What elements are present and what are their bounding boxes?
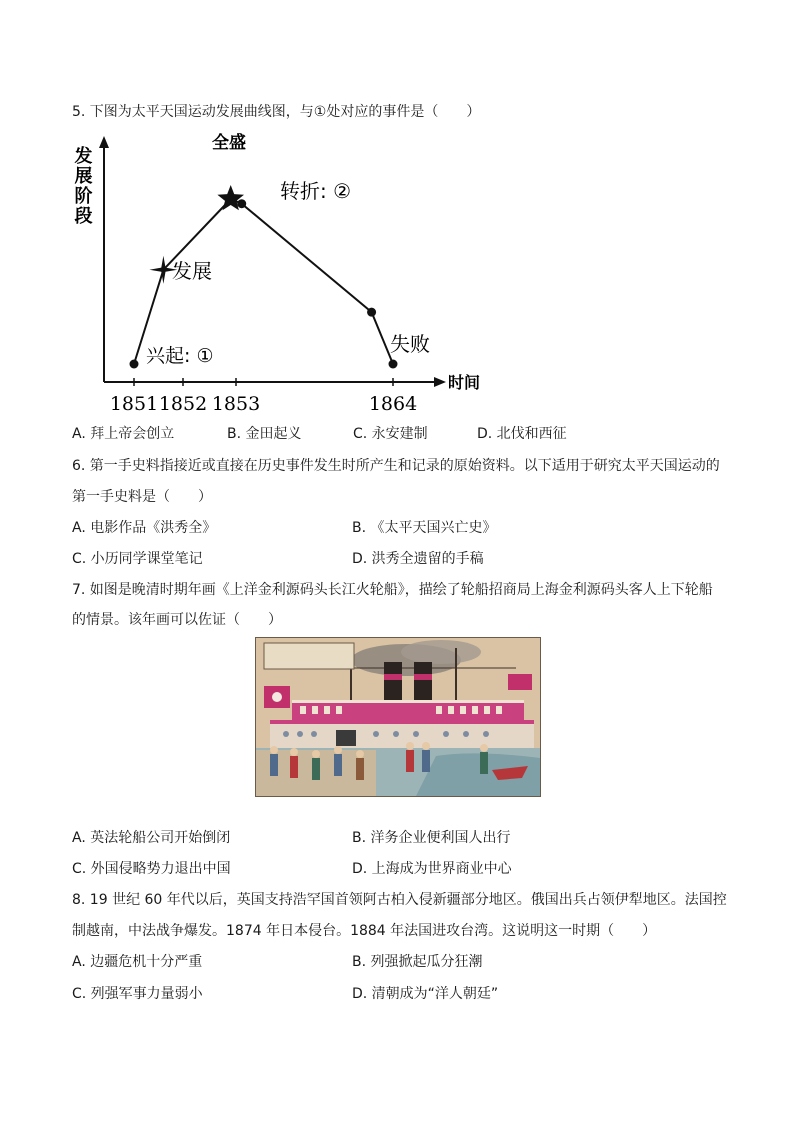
q8-option-b: B. 列强掀起瓜分狂潮	[352, 954, 483, 970]
q8-option-d: D. 清朝成为“洋人朝廷”	[352, 986, 499, 1002]
q6-option-a: A. 电影作品《洪秀全》	[72, 520, 217, 536]
q8-stem-line2: 制越南，中法战争爆发。1874 年日本侵台。1884 年法国进攻台湾。这说明这一时期（ ）	[72, 923, 657, 939]
q6-option-d: D. 洪秀全遗留的手稿	[352, 551, 484, 567]
q7-option-a: A. 英法轮船公司开始倒闭	[72, 830, 231, 846]
q6-stem-line1: 6. 第一手史料指接近或直接在历史事件发生时所产生和记录的原始资料。以下适用于研究太平天国运动的	[72, 458, 720, 474]
annotation-turn: 转折: ②	[280, 179, 352, 203]
q5-stem: 5. 下图为太平天国运动发展曲线图，与①处对应的事件是（ ）	[72, 104, 481, 120]
q6-option-b: B. 《太平天国兴亡史》	[352, 520, 497, 536]
point-decline	[367, 308, 376, 317]
x-axis-label: 时间	[448, 373, 481, 392]
q8-option-c: C. 列强军事力量弱小	[72, 986, 203, 1002]
annotation-peak: 全盛	[212, 133, 246, 153]
q7-stem-line2: 的情景。该年画可以佐证（ ）	[72, 612, 282, 628]
q7-option-b: B. 洋务企业便利国人出行	[352, 830, 511, 846]
q5-option-c: C. 永安建制	[353, 426, 428, 442]
y-axis-arrow	[99, 136, 109, 148]
x-tick-1853: 1853	[211, 393, 261, 415]
annotation-fail: 失败	[390, 332, 430, 356]
q7-option-c: C. 外国侵略势力退出中国	[72, 861, 231, 877]
q7-option-d: D. 上海成为世界商业中心	[352, 861, 512, 877]
development-curve-chart	[60, 128, 500, 418]
q7-stem-line1: 7. 如图是晚清时期年画《上洋金利源码头长江火轮船》，描绘了轮船招商局上海金利源码头客人上下轮船	[72, 582, 713, 598]
q8-option-a: A. 边疆危机十分严重	[72, 954, 203, 970]
annotation-develop: 发展	[172, 259, 212, 283]
q5-option-b: B. 金田起义	[227, 426, 302, 442]
annotation-rise: 兴起: ①	[146, 345, 214, 367]
x-axis-arrow	[434, 377, 446, 387]
point-fail	[389, 360, 398, 369]
x-tick-1864: 1864	[368, 393, 418, 415]
point-rise	[130, 360, 139, 369]
steamship-new-year-painting	[255, 637, 541, 797]
q8-stem-line1: 8. 19 世纪 60 年代以后，英国支持浩罕国首领阿古柏入侵新疆部分地区。俄国出兵占领伊犁地区。法国控	[72, 892, 727, 908]
q5-option-d: D. 北伐和西征	[477, 426, 567, 442]
x-tick-1852: 1852	[158, 393, 208, 415]
q6-option-c: C. 小历同学课堂笔记	[72, 551, 203, 567]
x-tick-1851: 1851	[109, 393, 159, 415]
q5-option-a: A. 拜上帝会创立	[72, 426, 175, 442]
q6-stem-line2: 第一手史料是（ ）	[72, 489, 212, 505]
y-axis-label: 发展阶段	[71, 146, 93, 226]
point-turn	[237, 199, 246, 208]
